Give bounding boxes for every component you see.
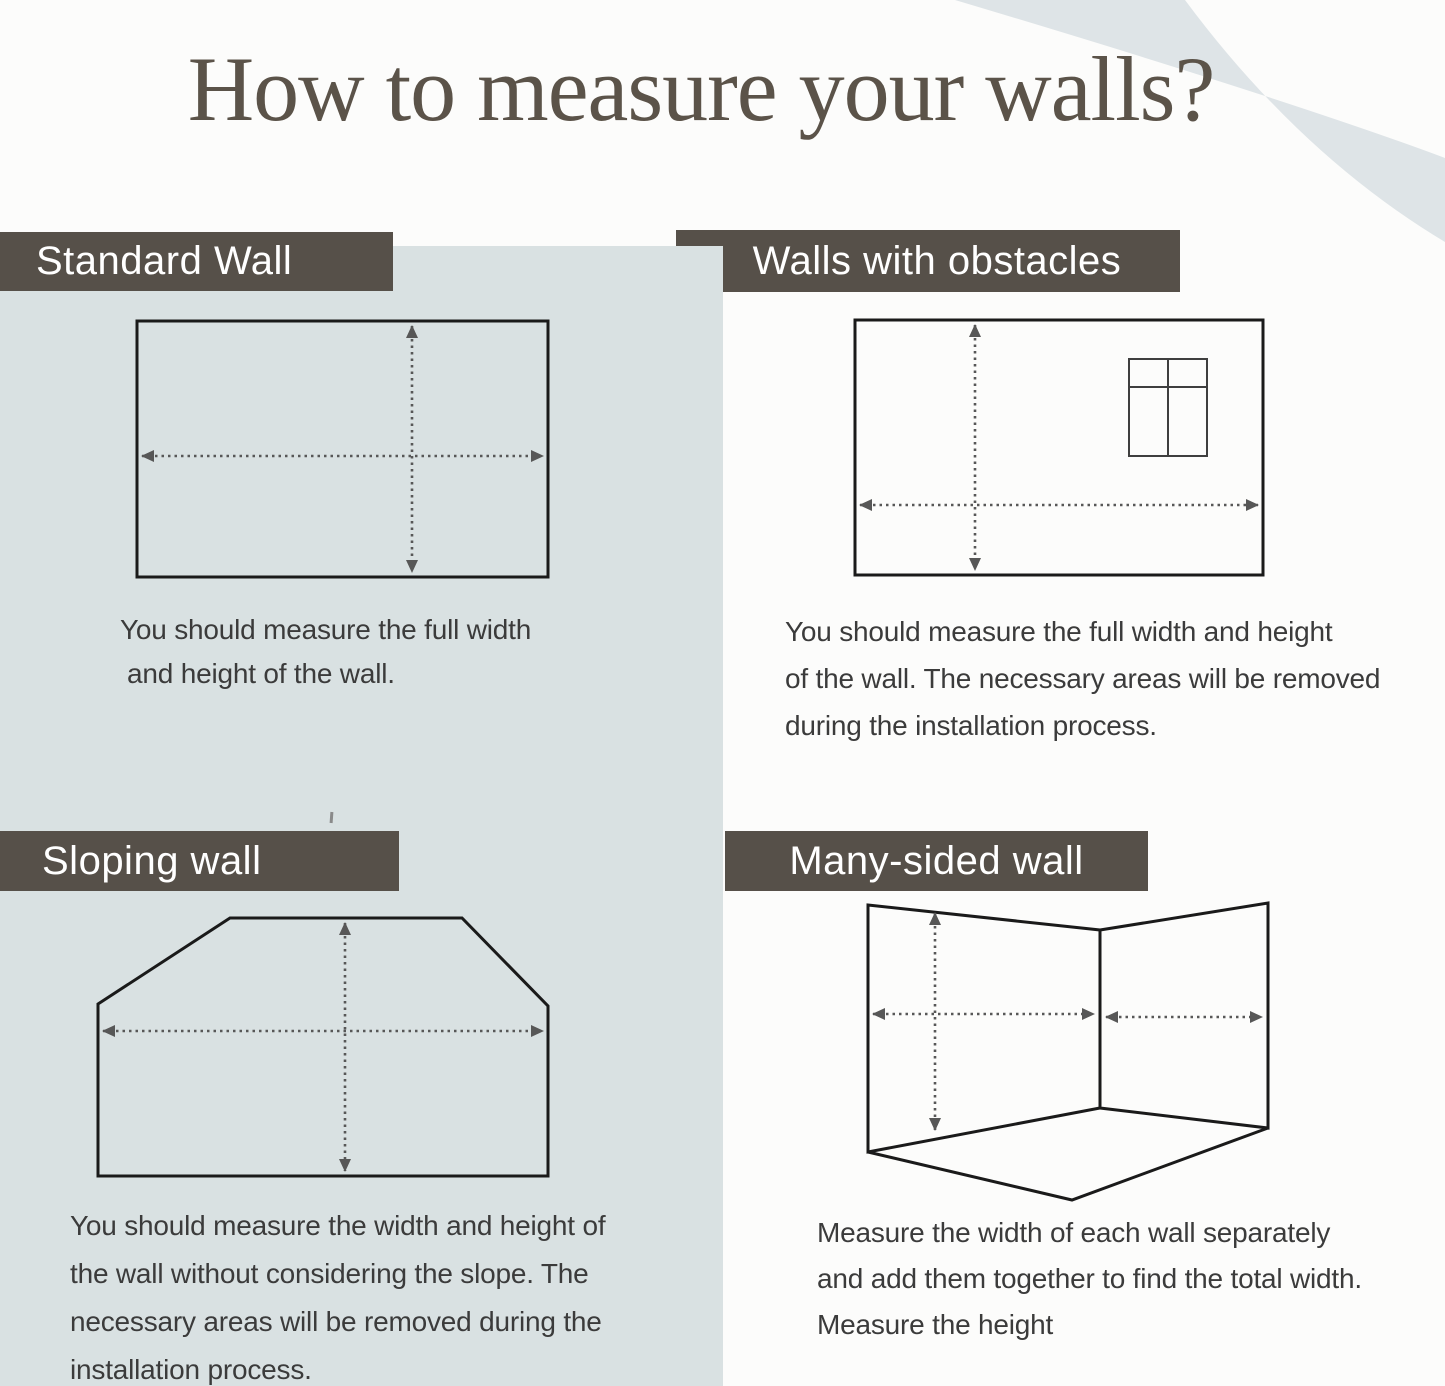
many-sided-wall-diagram: [868, 903, 1268, 1200]
sloping-wall-description: [70, 1202, 605, 1386]
section-header-label: Sloping wall: [42, 838, 262, 883]
description-line: Measure the width of each wall separately: [817, 1217, 1331, 1248]
section-header-label: Standard Wall: [36, 239, 293, 283]
sloping-wall-outline: [98, 918, 548, 1176]
description-line: You should measure the full width: [120, 614, 532, 645]
walls-with-obstacles-description: [785, 608, 1380, 749]
page-title: How to measure your walls?: [187, 38, 1215, 140]
many-sided-wall-description: [817, 1210, 1362, 1348]
description-line: of the wall. The necessary areas will be removed: [785, 663, 1381, 694]
description-line: You should measure the width and height of: [70, 1210, 606, 1241]
description-line: and height of the wall.: [127, 658, 395, 689]
standard-wall-outline: [137, 321, 548, 577]
description-line: Measure the height: [817, 1309, 1054, 1340]
section-header-label: Walls with obstacles: [752, 238, 1122, 283]
section-header-label: Many-sided wall: [789, 838, 1084, 883]
description-line: necessary areas will be removed during the: [70, 1306, 602, 1337]
walls-with-obstacles-diagram: [855, 320, 1263, 575]
description-line: the wall without considering the slope. The: [70, 1258, 589, 1289]
standard-wall-diagram: [137, 321, 548, 577]
left-wall-outline: [868, 905, 1100, 1152]
sloping-wall-diagram: [98, 918, 548, 1176]
description-line: during the installation process.: [785, 710, 1157, 741]
floor-outline: [868, 1128, 1268, 1200]
description-line: installation process.: [70, 1354, 312, 1385]
description-line: and add them together to find the total width.: [817, 1263, 1362, 1294]
right-wall-outline: [1100, 903, 1268, 1128]
description-line: You should measure the full width and height: [785, 616, 1333, 647]
standard-wall-description: [120, 608, 531, 696]
